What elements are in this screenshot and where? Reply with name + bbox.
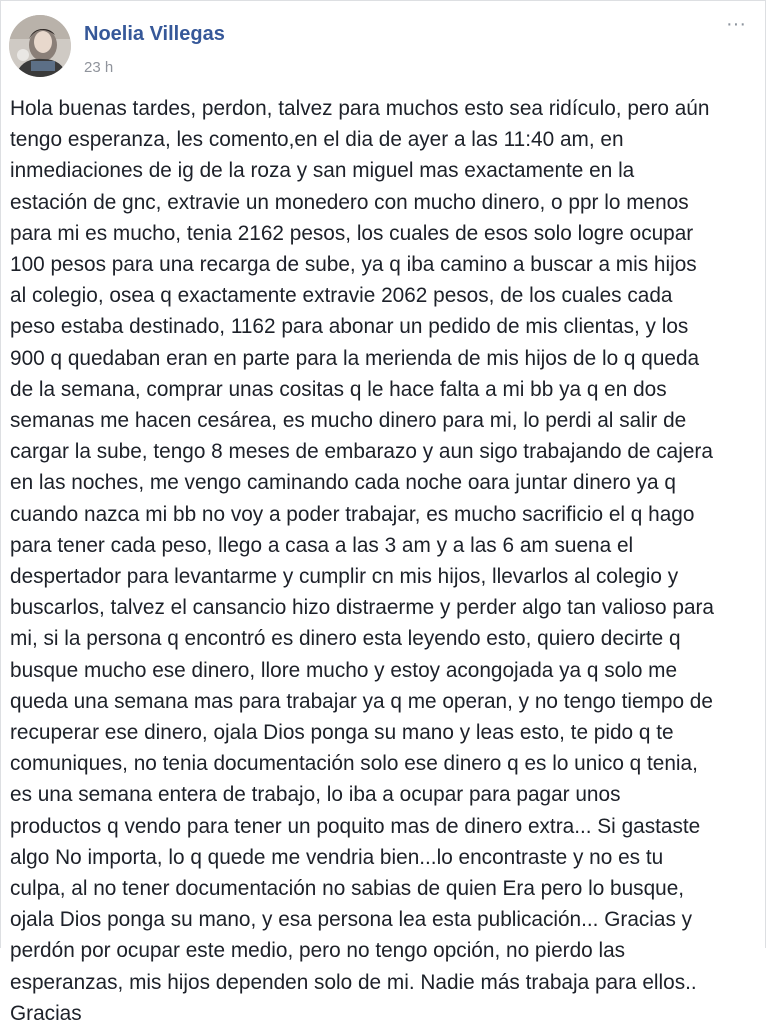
post-header [9, 15, 759, 81]
more-options-icon[interactable]: ··· [726, 13, 746, 35]
post-timestamp[interactable]: 23 h [84, 59, 114, 76]
profile-photo-icon [9, 15, 71, 77]
author-avatar[interactable] [9, 15, 71, 77]
author-name-link[interactable]: Noelia Villegas [84, 23, 225, 45]
post-text: Hola buenas tardes, perdon, talvez para muchos esto sea ridículo, pero aún tengo esperanza, les comento,en el dia de ayer a las 11:40 am, en inmediaciones de ig de la roza y san miguel mas exactamente en la estación de gnc, extravie un monedero con mucho dinero, o ppr lo menos para mi es mucho, tenia 2162 pesos, los cuales de esos solo logre ocupar 100 pesos para una recarga de sube, ya q iba camino a buscar a mis hijos al colegio, osea q exactamente extravie 2062 pesos, de los cuales cada peso estaba destinado, 1162 para abonar un pedido de mis clientas, y los 900 q quedaban eran en parte para la merienda de mis hijos de lo q queda de la semana, comprar unas cositas q le hace falta a mi bb ya q en dos semanas me hacen cesárea, es mucho dinero para mi, lo perdi al salir de cargar la sube, tengo 8 meses de embarazo y aun sigo trabajando de cajera en las noches, me vengo caminando cada noche oara juntar dinero ya q cuando nazca mi bb no voy a poder trabajar, es mucho sacrificio el q hago para tener cada peso, llego a casa a las 3 am y a las 6 am suena el despertador para levantarme y cumplir cn mis hijos, llevarlos al colegio y buscarlos, talvez el cansancio hizo distraerme y perder algo tan valioso para mi, si la persona q encontró es dinero esta leyendo esto, quiero decirte q busque mucho ese dinero, llore mucho y estoy acongojada ya q solo me queda una semana mas para trabajar ya q me operan, y no tengo tiempo de recuperar ese dinero, ojala Dios ponga su mano y leas esto, te pido q te comuniques, no tenia documentación solo ese dinero q es lo unico q tenia, es una semana entera de trabajo, lo iba a ocupar para pagar unos productos q vendo para tener un poquito mas de dinero extra... Si gastaste algo No importa, lo q quede me vendria bien...lo encontraste y no es tu culpa, al no tener documentación no sabias de quien Era pero lo busque, ojala Dios ponga su mano, y esa persona lea esta publicación... Gracias y perdón por ocupar este medio, pero no tengo opción, no pierdo las esperanzas, mis hijos dependen solo de mi. Nadie más trabaja para ellos.. Gracias [10, 97, 714, 1025]
